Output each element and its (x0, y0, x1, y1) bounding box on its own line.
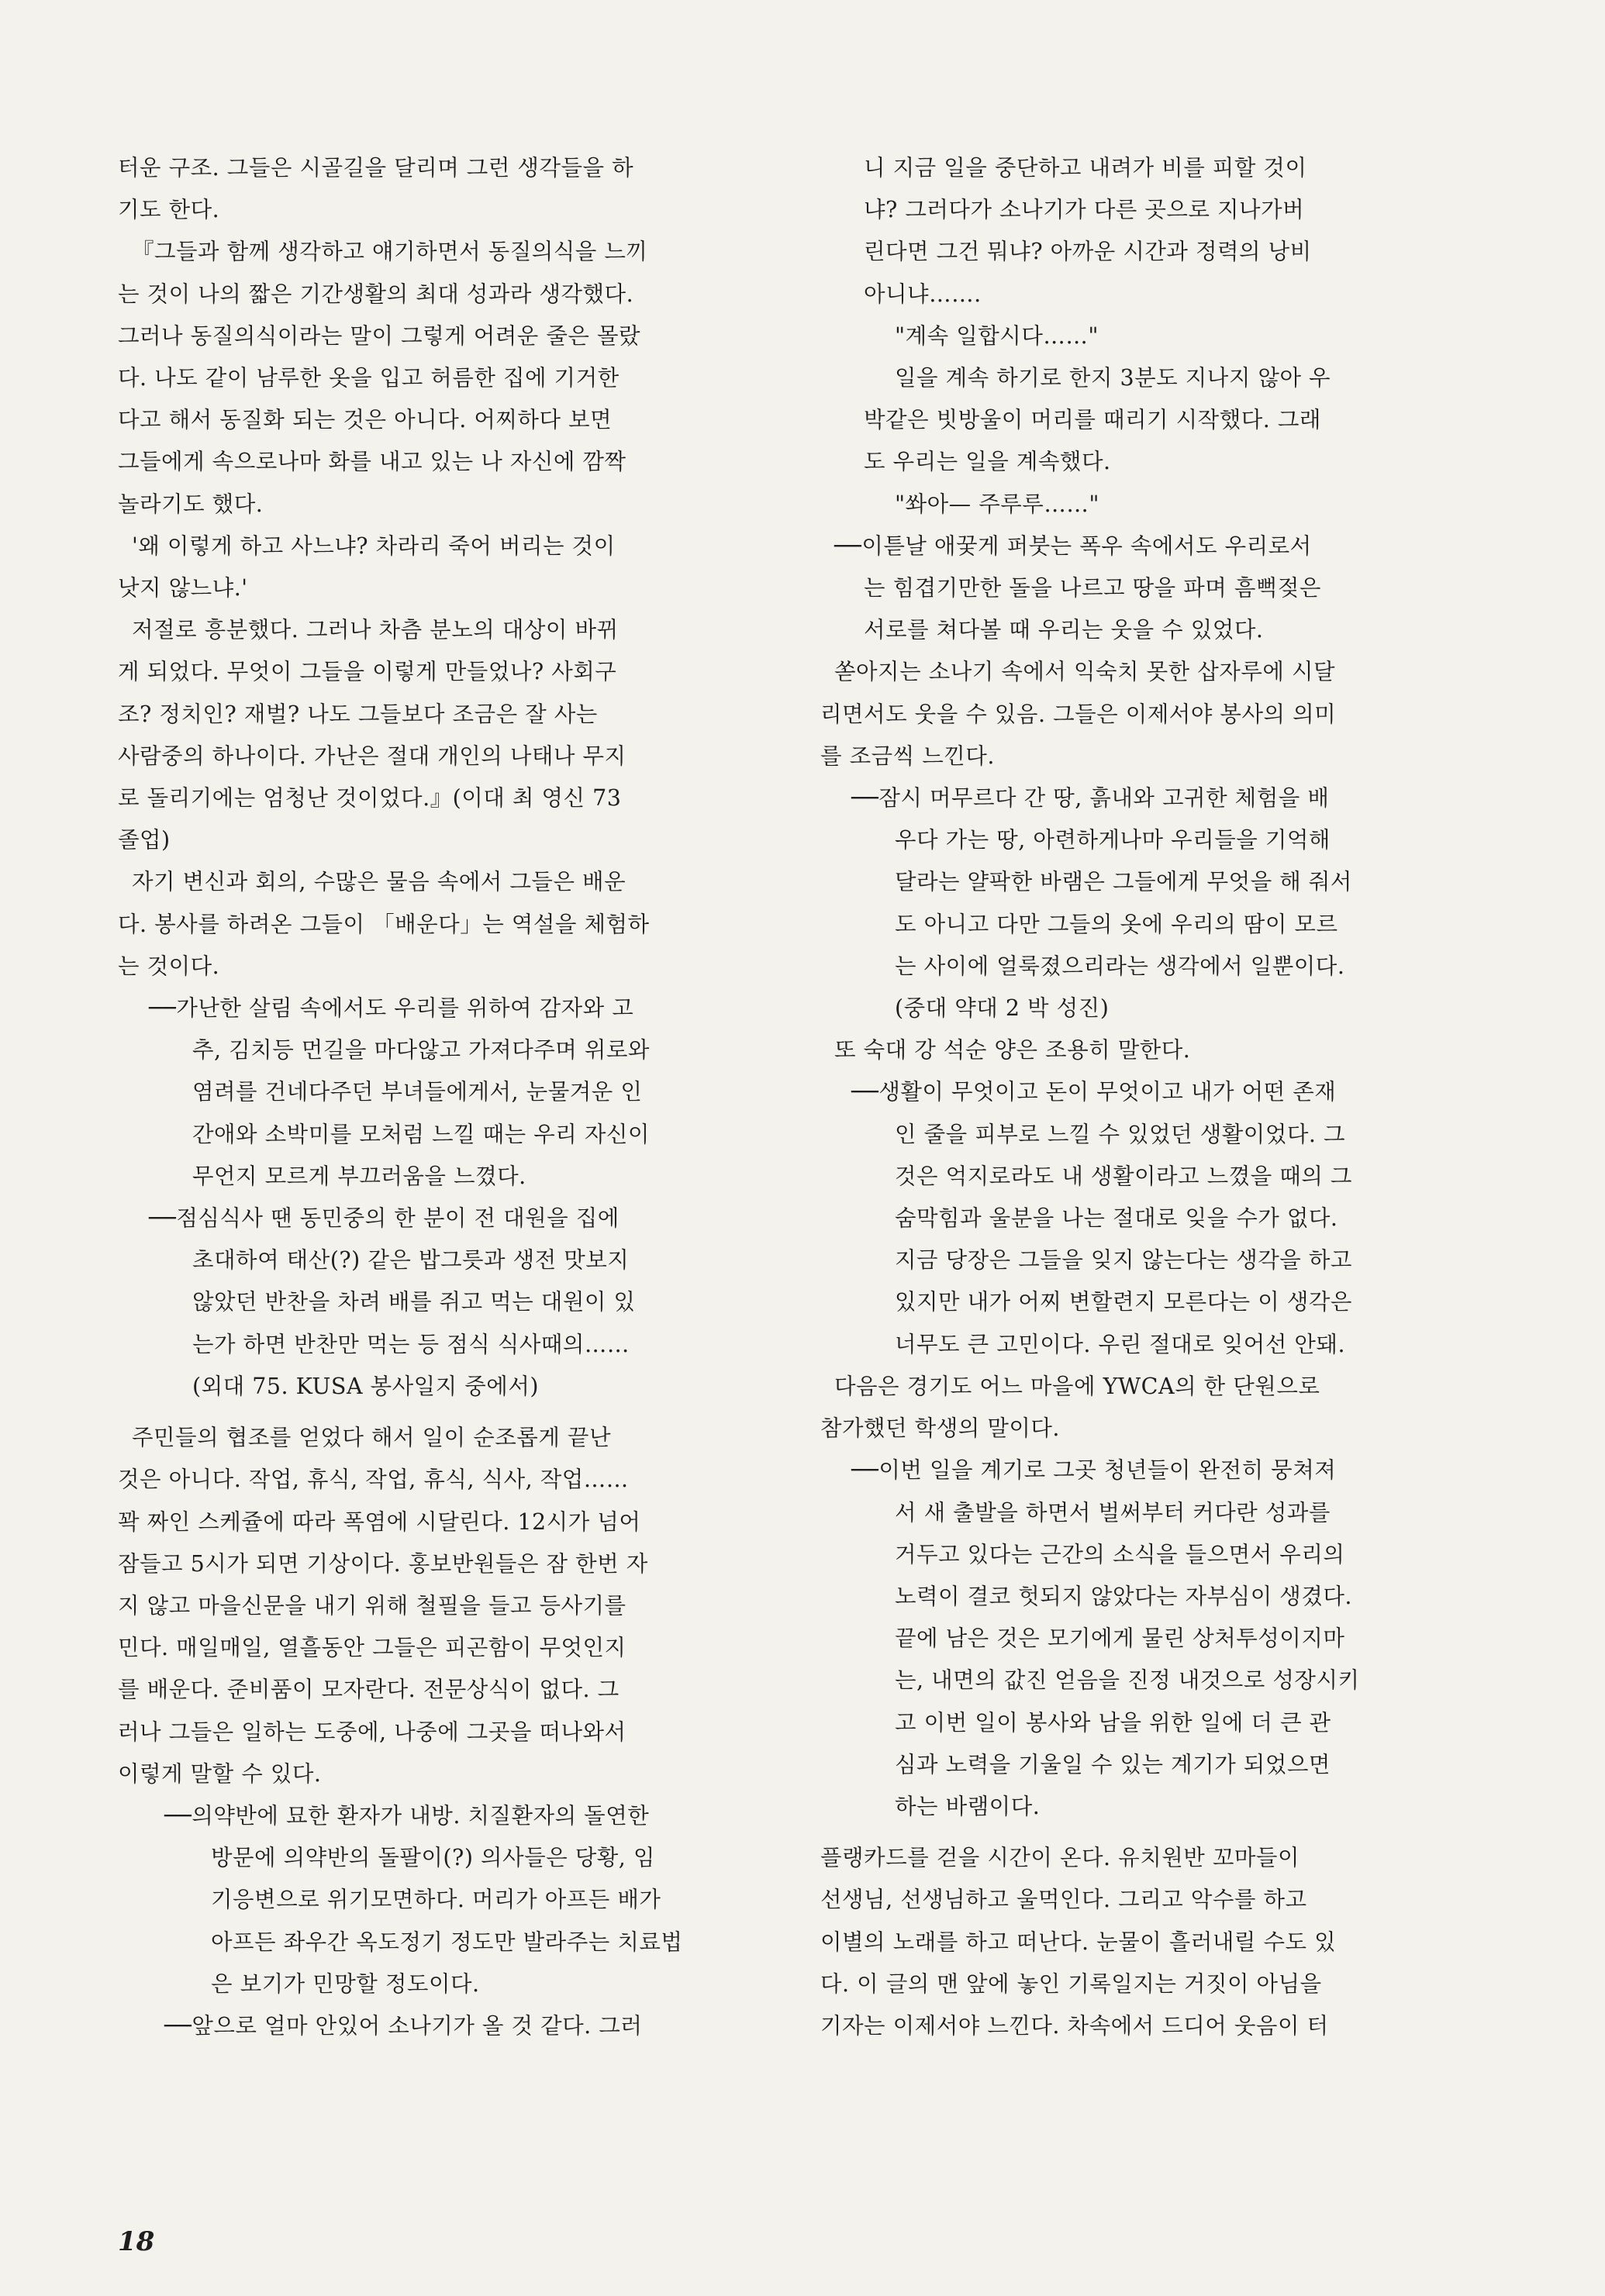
text-line: 놀라기도 했다. (118, 491, 264, 517)
text-line: 인 줄을 피부로 느낄 수 있었던 생활이었다. 그 (895, 1121, 1346, 1147)
text-line: 는 사이에 얼룩졌으리라는 생각에서 일뿐이다. (895, 953, 1345, 979)
text-line: 참가했던 학생의 말이다. (820, 1415, 1060, 1442)
text-line: 숨막힘과 울분을 나는 절대로 잊을 수가 없다. (895, 1205, 1338, 1232)
right-column (820, 147, 1481, 2047)
text-line: 조? 정치인? 재벌? 나도 그들보다 조금은 잘 사는 (118, 701, 598, 727)
text-line: ──의약반에 묘한 환자가 내방. 치질환자의 돌연한 (164, 1802, 650, 1829)
text-line: 터운 구조. 그들은 시골길을 달리며 그런 생각들을 하 (118, 155, 634, 181)
text-line: 아프든 좌우간 옥도정기 정도만 발라주는 치료법 (211, 1929, 683, 1955)
text-line: 를 배운다. 준비품이 모자란다. 전문상식이 없다. 그 (118, 1677, 620, 1703)
text-line: 아니냐……. (864, 281, 982, 307)
text-line: 것은 억지로라도 내 생활이라고 느꼈을 때의 그 (895, 1163, 1352, 1189)
text-line: 은 보기가 민망할 정도이다. (211, 1970, 480, 1997)
text-line: 린다면 그건 뭐냐? 아까운 시간과 정력의 낭비 (864, 239, 1312, 265)
text-line: ──이튿날 애꿎게 퍼붓는 폭우 속에서도 우리로서 (834, 533, 1312, 559)
text-line: '왜 이렇게 하고 사느냐? 차라리 죽어 버리는 것이 (132, 533, 616, 559)
text-line: 무언지 모르게 부끄러움을 느꼈다. (192, 1163, 526, 1189)
text-line: 달라는 얄팍한 바램은 그들에게 무엇을 해 줘서 (895, 869, 1352, 895)
text-line: ──점심식사 땐 동민중의 한 분이 전 대원을 집에 (149, 1205, 620, 1232)
text-line: 거두고 있다는 근간의 소식을 들으면서 우리의 (895, 1541, 1345, 1567)
text-line: (중대 약대 2 박 성진) (895, 995, 1110, 1022)
text-line: 서로를 쳐다볼 때 우리는 웃을 수 있었다. (864, 617, 1264, 643)
text-line: 쏟아지는 소나기 속에서 익숙치 못한 삽자루에 시달 (834, 659, 1336, 685)
text-line: 지금 당장은 그들을 잊지 않는다는 생각을 하고 (895, 1247, 1352, 1274)
text-line: 않았던 반찬을 차려 배를 쥐고 먹는 대원이 있 (192, 1289, 636, 1315)
text-line: 심과 노력을 기울일 수 있는 계기가 되었으면 (895, 1751, 1331, 1777)
text-line: 는 힘겹기만한 돌을 나르고 땅을 파며 흠뻑젖은 (864, 575, 1321, 602)
text-line: 니 지금 일을 중단하고 내려가 비를 피할 것이 (864, 155, 1307, 181)
text-line: 이렇게 말할 수 있다. (118, 1760, 322, 1787)
page-number: 18 (118, 2226, 155, 2257)
text-line: "쏴아— 주루루……" (895, 491, 1099, 517)
text-line: ──앞으로 얼마 안있어 소나기가 올 것 같다. 그러 (164, 2012, 643, 2039)
text-line: (외대 75. KUSA 봉사일지 중에서) (192, 1373, 539, 1399)
text-line: 방문에 의약반의 돌팔이(?) 의사들은 당황, 임 (211, 1845, 655, 1871)
text-line: 초대하여 태산(?) 같은 밥그릇과 생전 맛보지 (192, 1247, 630, 1274)
text-line: 냐? 그러다가 소나기가 다른 곳으로 지나가버 (864, 197, 1305, 223)
text-line: "계속 일합시다……" (895, 322, 1099, 349)
text-line: 있지만 내가 어찌 변할련지 모른다는 이 생각은 (895, 1289, 1352, 1315)
text-line: 를 조금씩 느낀다. (820, 743, 995, 769)
text-line: ──가난한 살림 속에서도 우리를 위하여 감자와 고 (149, 995, 634, 1022)
text-line: 이별의 노래를 하고 떠난다. 눈물이 흘러내릴 수도 있 (820, 1929, 1337, 1955)
text-line: ──이번 일을 계기로 그곳 청년들이 완전히 뭉쳐져 (851, 1457, 1337, 1484)
text-line: 자기 변신과 회의, 수많은 물음 속에서 그들은 배운 (132, 869, 626, 895)
text-line: 간애와 소박미를 모처럼 느낄 때는 우리 자신이 (192, 1121, 650, 1147)
text-line: 는 것이 나의 짧은 기간생활의 최대 성과라 생각했다. (118, 281, 634, 307)
text-line: 다고 해서 동질화 되는 것은 아니다. 어찌하다 보면 (118, 407, 613, 433)
text-line: 민다. 매일매일, 열흘동안 그들은 피곤함이 무엇인지 (118, 1635, 626, 1661)
text-line: 주민들의 협조를 얻었다 해서 일이 순조롭게 끝난 (132, 1425, 611, 1451)
text-line: 는, 내면의 값진 얻음을 진정 내것으로 성장시키 (895, 1667, 1360, 1694)
text-line: 것은 아니다. 작업, 휴식, 작업, 휴식, 식사, 작업…… (118, 1467, 629, 1493)
text-line: 다. 이 글의 맨 앞에 놓인 기록일지는 거짓이 아님을 (820, 1970, 1322, 1997)
text-line: 게 되었다. 무엇이 그들을 이렇게 만들었나? 사회구 (118, 659, 617, 685)
text-line: 기자는 이제서야 느낀다. 차속에서 드디어 웃음이 터 (820, 2012, 1329, 2039)
text-line: 또 숙대 강 석순 양은 조용히 말한다. (834, 1037, 1191, 1064)
text-line: 일을 계속 하기로 한지 3분도 지나지 않아 우 (895, 365, 1331, 391)
text-line: 그들에게 속으로나마 화를 내고 있는 나 자신에 깜짝 (118, 449, 626, 475)
text-line: 꽉 짜인 스케쥴에 따라 폭염에 시달린다. 12시가 넘어 (118, 1508, 641, 1535)
text-line: 는 것이다. (118, 953, 220, 979)
text-line: 졸업) (118, 827, 171, 853)
text-line: 다. 나도 같이 남루한 옷을 입고 허름한 집에 기거한 (118, 365, 620, 391)
text-line: 선생님, 선생님하고 울먹인다. 그리고 악수를 하고 (820, 1887, 1307, 1913)
text-line: 러나 그들은 일하는 도중에, 나중에 그곳을 떠나와서 (118, 1719, 626, 1745)
text-line: 염려를 건네다주던 부녀들에게서, 눈물겨운 인 (192, 1079, 643, 1105)
text-line: 낫지 않느냐.' (118, 575, 248, 602)
text-line: 『그들과 함께 생각하고 얘기하면서 동질의식을 느끼 (132, 239, 648, 265)
text-line: 끝에 남은 것은 모기에게 물린 상처투성이지마 (895, 1625, 1345, 1652)
text-line: 는가 하면 반찬만 먹는 등 점식 식사때의…… (192, 1331, 630, 1357)
left-column (118, 147, 771, 2047)
text-line: 플랭카드를 걷을 시간이 온다. 유치원반 꼬마들이 (820, 1845, 1300, 1871)
text-line: 하는 바램이다. (895, 1793, 1041, 1819)
text-line: 기응변으로 위기모면하다. 머리가 아프든 배가 (211, 1887, 661, 1913)
text-line: 우다 가는 땅, 아련하게나마 우리들을 기억해 (895, 827, 1331, 853)
text-line: 도 아니고 다만 그들의 옷에 우리의 땀이 모르 (895, 911, 1338, 937)
text-line: ──생활이 무엇이고 돈이 무엇이고 내가 어떤 존재 (851, 1079, 1337, 1105)
text-line: 노력이 결코 헛되지 않았다는 자부심이 생겼다. (895, 1583, 1352, 1609)
text-line: 기도 한다. (118, 197, 220, 223)
text-line: 추, 김치등 먼길을 마다않고 가져다주며 위로와 (192, 1037, 650, 1064)
text-line: 박같은 빗방울이 머리를 때리기 시작했다. 그래 (864, 407, 1321, 433)
text-line: 다. 봉사를 하려온 그들이 「배운다」는 역설을 체험하 (118, 911, 650, 937)
text-line: 그러나 동질의식이라는 말이 그렇게 어려운 줄은 몰랐 (118, 322, 641, 349)
text-line: 다음은 경기도 어느 마을에 YWCA의 한 단원으로 (834, 1373, 1320, 1399)
text-line: 도 우리는 일을 계속했다. (864, 449, 1111, 475)
text-line: 지 않고 마을신문을 내기 위해 철필을 들고 등사기를 (118, 1592, 626, 1619)
text-line: 고 이번 일이 봉사와 남을 위한 일에 더 큰 관 (895, 1709, 1331, 1736)
text-line: 저절로 흥분했다. 그러나 차츰 분노의 대상이 바뀌 (132, 617, 619, 643)
text-line: 잠들고 5시가 되면 기상이다. 홍보반원들은 잠 한번 자 (118, 1550, 648, 1577)
text-line: 너무도 큰 고민이다. 우린 절대로 잊어선 안돼. (895, 1331, 1346, 1357)
text-line: ──잠시 머무르다 간 땅, 흙내와 고귀한 체험을 배 (851, 785, 1330, 812)
text-line: 리면서도 웃을 수 있음. 그들은 이제서야 봉사의 의미 (820, 701, 1337, 727)
text-line: 사람중의 하나이다. 가난은 절대 개인의 나태나 무지 (118, 743, 626, 769)
text-line: 서 새 출발을 하면서 벌써부터 커다란 성과를 (895, 1499, 1331, 1525)
text-line: 로 돌리기에는 엄청난 것이었다.』(이대 최 영신 73 (118, 785, 622, 812)
